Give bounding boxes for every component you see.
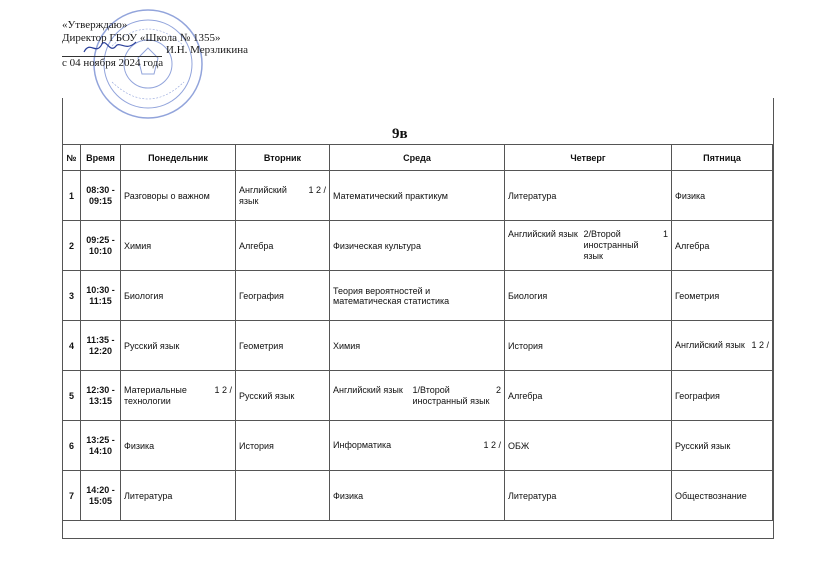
- subject-left: Английский язык: [239, 184, 287, 206]
- subject-mid: 2/Второй иностранный язык: [583, 229, 639, 261]
- cell-monday: [121, 371, 236, 421]
- group-tag: 1: [663, 229, 669, 239]
- schedule-table: [62, 144, 773, 521]
- group-tag: 1 2 /: [483, 440, 501, 450]
- header-wednesday: Среда: [330, 145, 505, 171]
- cell-friday: Физика: [672, 171, 773, 221]
- cell-tuesday: Алгебра: [236, 221, 330, 271]
- group-tag: 1 2 /: [308, 184, 326, 195]
- subject-left: Английский язык: [675, 340, 745, 350]
- table-row: [63, 321, 773, 371]
- lesson-time: 14:20 - 15:05: [81, 471, 121, 521]
- subject-left: Материальные технологии: [124, 384, 187, 406]
- cell-monday: Литература: [121, 471, 236, 521]
- cell-monday: Физика: [121, 421, 236, 471]
- subject-left: Английский язык: [508, 229, 578, 239]
- header-time: Время: [81, 145, 121, 171]
- header-tuesday: Вторник: [236, 145, 330, 171]
- group-tag: 1 2 /: [751, 340, 769, 350]
- cell-wednesday: Теория вероятностей и математическая статистика: [330, 271, 505, 321]
- approval-line-1: «Утверждаю»: [62, 19, 128, 31]
- lesson-time: 10:30 - 11:15: [81, 271, 121, 321]
- cell-tuesday: Геометрия: [236, 321, 330, 371]
- cell-monday: Русский язык: [121, 321, 236, 371]
- cell-thursday: Биология: [505, 271, 672, 321]
- table-row: [63, 221, 773, 271]
- lesson-number: 7: [63, 471, 81, 521]
- cell-thursday: Алгебра: [505, 371, 672, 421]
- subject-left: Информатика: [333, 440, 392, 450]
- cell-wednesday: [330, 371, 505, 421]
- cell-tuesday: [236, 471, 330, 521]
- header-thursday: Четверг: [505, 145, 672, 171]
- header-friday: Пятница: [672, 145, 773, 171]
- lesson-number: 4: [63, 321, 81, 371]
- lesson-number: 6: [63, 421, 81, 471]
- lesson-time: 11:35 - 12:20: [81, 321, 121, 371]
- lesson-time: 13:25 - 14:10: [81, 421, 121, 471]
- class-title: 9в: [392, 126, 408, 142]
- cell-friday: Русский язык: [672, 421, 773, 471]
- subject-mid: 1/Второй иностранный язык: [412, 384, 490, 406]
- cell-friday: Алгебра: [672, 221, 773, 271]
- director-signature: [80, 36, 150, 58]
- cell-thursday: Литература: [505, 171, 672, 221]
- cell-wednesday: Математический практикум: [330, 171, 505, 221]
- cell-monday: Химия: [121, 221, 236, 271]
- cell-friday: Геометрия: [672, 271, 773, 321]
- cell-tuesday: История: [236, 421, 330, 471]
- table-row: [63, 171, 773, 221]
- lesson-time: 09:25 - 10:10: [81, 221, 121, 271]
- approval-line-2: Директор ГБОУ «Школа № 1355»: [62, 31, 221, 44]
- table-row: [63, 371, 773, 421]
- cell-monday: Разговоры о важном: [121, 171, 236, 221]
- cell-tuesday: [236, 171, 330, 221]
- cell-wednesday: Физическая культура: [330, 221, 505, 271]
- cell-monday: Биология: [121, 271, 236, 321]
- subject-left: Английский язык: [333, 384, 403, 395]
- cell-friday: Обществознание: [672, 471, 773, 521]
- cell-friday: География: [672, 371, 773, 421]
- lesson-time: 08:30 - 09:15: [81, 171, 121, 221]
- cell-wednesday: Химия: [330, 321, 505, 371]
- cell-thursday: История: [505, 321, 672, 371]
- lesson-time: 12:30 - 13:15: [81, 371, 121, 421]
- table-row: [63, 271, 773, 321]
- lesson-number: 5: [63, 371, 81, 421]
- cell-friday: [672, 321, 773, 371]
- group-tag: 2: [496, 384, 502, 395]
- group-tag: 1 2 /: [214, 384, 232, 395]
- lesson-number: 3: [63, 271, 81, 321]
- header-num: №: [63, 145, 81, 171]
- cell-wednesday: Физика: [330, 471, 505, 521]
- lesson-number: 2: [63, 221, 81, 271]
- table-row: [63, 471, 773, 521]
- cell-tuesday: Русский язык: [236, 371, 330, 421]
- cell-tuesday: География: [236, 271, 330, 321]
- approval-line-3: И.Н. Мерзликина: [166, 44, 249, 56]
- header-row: [63, 145, 773, 171]
- header-monday: Понедельник: [121, 145, 236, 171]
- cell-thursday: ОБЖ: [505, 421, 672, 471]
- cell-thursday: [505, 221, 672, 271]
- cell-thursday: Литература: [505, 471, 672, 521]
- lesson-number: 1: [63, 171, 81, 221]
- cell-wednesday: [330, 421, 505, 471]
- table-row: [63, 421, 773, 471]
- approval-line-4: с 04 ноября 2024 года: [62, 56, 164, 69]
